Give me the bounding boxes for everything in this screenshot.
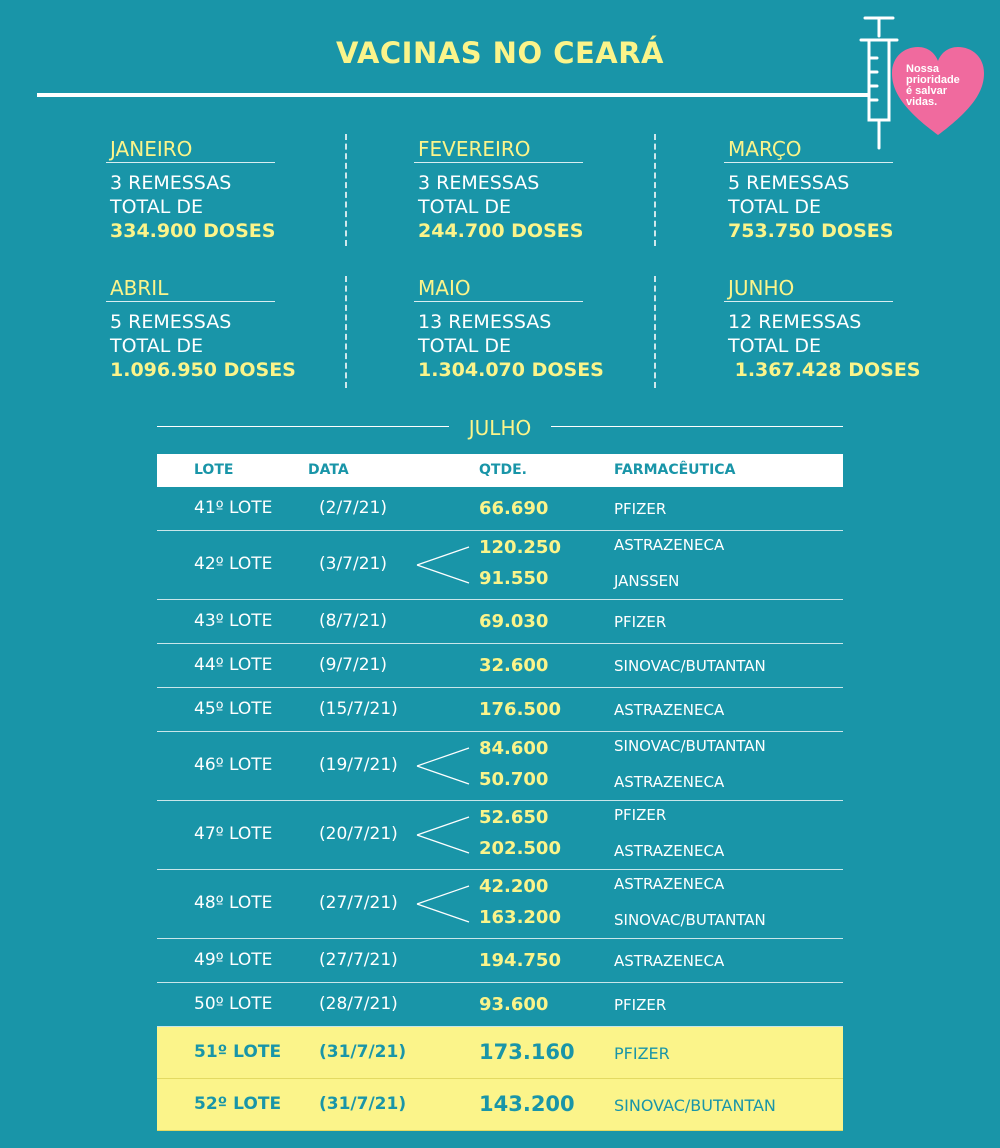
manufacturer-cell: SINOVAC/BUTANTAN <box>614 1095 776 1115</box>
lote-cell: 47º LOTE <box>194 824 273 844</box>
month-shipments: 3 REMESSAS <box>110 172 232 194</box>
lote-cell: 45º LOTE <box>194 698 273 719</box>
table-row <box>157 487 843 531</box>
quantity-cell: 173.160 <box>479 1039 575 1064</box>
month-doses: 334.900 DOSES <box>110 220 276 242</box>
month-block-marco <box>724 136 964 243</box>
quantity-cell: 202.500 <box>479 838 561 859</box>
month-doses: 753.750 DOSES <box>728 220 894 242</box>
quantity-cell: 42.200 <box>479 876 549 897</box>
lote-cell: 46º LOTE <box>194 755 273 775</box>
column-divider <box>654 276 656 388</box>
quantity-cell: 194.750 <box>479 949 561 971</box>
manufacturer-cell: PFIZER <box>614 806 667 824</box>
month-shipments: 13 REMESSAS <box>418 311 552 333</box>
date-cell: (31/7/21) <box>319 1041 407 1062</box>
lote-cell: 50º LOTE <box>194 993 273 1014</box>
table-row <box>157 983 843 1027</box>
month-name: MAIO <box>414 275 583 302</box>
table-row <box>157 870 843 939</box>
bracket-icon <box>415 531 471 599</box>
month-block-maio <box>414 275 654 382</box>
lote-cell: 51º LOTE <box>194 1041 282 1062</box>
date-cell: (31/7/21) <box>319 1093 407 1114</box>
month-block-abril <box>106 275 346 382</box>
quantity-cell: 143.200 <box>479 1091 575 1116</box>
date-cell: (9/7/21) <box>319 654 387 675</box>
page-title: VACINAS NO CEARÁ <box>335 36 665 70</box>
manufacturer-cell: PFIZER <box>614 995 667 1014</box>
quantity-cell: 120.250 <box>479 537 561 558</box>
month-name: MARÇO <box>724 136 893 163</box>
table-row <box>157 688 843 732</box>
month-total-label: TOTAL DE <box>728 335 821 357</box>
month-total-label: TOTAL DE <box>110 335 203 357</box>
quantity-cell: 50.700 <box>479 769 549 790</box>
quantity-cell: 176.500 <box>479 698 561 720</box>
column-header-lote: LOTE <box>194 462 234 478</box>
heart-badge-text <box>906 64 966 108</box>
date-cell: (15/7/21) <box>319 698 398 719</box>
column-header-data: DATA <box>308 462 349 478</box>
julho-rule-left <box>157 426 449 427</box>
column-header-qtde: QTDE. <box>479 462 527 478</box>
badge-line: vidas. <box>906 96 938 108</box>
manufacturer-cell: ASTRAZENECA <box>614 773 725 791</box>
column-header-farmaceutica: FARMACÊUTICA <box>614 462 736 478</box>
month-block-junho <box>724 275 964 382</box>
manufacturer-cell: SINOVAC/BUTANTAN <box>614 737 766 755</box>
quantity-cell: 163.200 <box>479 907 561 928</box>
quantity-cell: 32.600 <box>479 654 549 676</box>
julho-rule-right <box>551 426 843 427</box>
month-doses: 1.367.428 DOSES <box>728 359 921 381</box>
quantity-cell: 93.600 <box>479 993 549 1015</box>
column-divider <box>345 276 347 388</box>
badge-line: é salvar <box>906 85 947 97</box>
month-name: ABRIL <box>106 275 275 302</box>
bracket-icon <box>415 801 471 869</box>
lote-cell: 44º LOTE <box>194 654 273 675</box>
month-doses: 1.096.950 DOSES <box>110 359 296 381</box>
manufacturer-cell: ASTRAZENECA <box>614 700 725 719</box>
month-total-label: TOTAL DE <box>728 196 821 218</box>
table-row <box>157 732 843 801</box>
bracket-icon <box>415 870 471 938</box>
column-divider <box>345 134 347 246</box>
date-cell: (8/7/21) <box>319 610 387 631</box>
lote-cell: 42º LOTE <box>194 554 273 574</box>
month-block-janeiro <box>106 136 346 243</box>
title-divider <box>37 93 877 97</box>
table-row <box>157 939 843 983</box>
date-cell: (20/7/21) <box>319 824 398 844</box>
month-doses: 1.304.070 DOSES <box>418 359 604 381</box>
manufacturer-cell: PFIZER <box>614 1043 670 1063</box>
date-cell: (19/7/21) <box>319 755 398 775</box>
manufacturer-cell: ASTRAZENECA <box>614 875 725 893</box>
month-name: FEVEREIRO <box>414 136 583 163</box>
badge-line: Nossa <box>906 63 940 75</box>
lote-table <box>157 487 843 1131</box>
julho-label: JULHO <box>468 416 532 440</box>
month-doses: 244.700 DOSES <box>418 220 584 242</box>
quantity-cell: 52.650 <box>479 807 549 828</box>
month-shipments: 5 REMESSAS <box>728 172 850 194</box>
lote-cell: 49º LOTE <box>194 949 273 970</box>
date-cell: (28/7/21) <box>319 993 398 1014</box>
table-header <box>157 454 843 487</box>
table-row <box>157 600 843 644</box>
lote-cell: 52º LOTE <box>194 1093 282 1114</box>
badge-line: prioridade <box>906 74 960 86</box>
manufacturer-cell: PFIZER <box>614 499 667 518</box>
quantity-cell: 91.550 <box>479 568 549 589</box>
manufacturer-cell: ASTRAZENECA <box>614 842 725 860</box>
date-cell: (27/7/21) <box>319 893 398 913</box>
manufacturer-cell: ASTRAZENECA <box>614 951 725 970</box>
month-shipments: 5 REMESSAS <box>110 311 232 333</box>
lote-cell: 43º LOTE <box>194 610 273 631</box>
quantity-cell: 69.030 <box>479 610 549 632</box>
month-name: JUNHO <box>724 275 893 302</box>
lote-cell: 48º LOTE <box>194 893 273 913</box>
month-shipments: 12 REMESSAS <box>728 311 862 333</box>
month-block-fevereiro <box>414 136 654 243</box>
month-total-label: TOTAL DE <box>418 335 511 357</box>
manufacturer-cell: SINOVAC/BUTANTAN <box>614 911 766 929</box>
manufacturer-cell: JANSSEN <box>614 572 680 590</box>
month-total-label: TOTAL DE <box>418 196 511 218</box>
lote-cell: 41º LOTE <box>194 497 273 518</box>
quantity-cell: 66.690 <box>479 497 549 519</box>
table-row <box>157 644 843 688</box>
manufacturer-cell: PFIZER <box>614 612 667 631</box>
date-cell: (3/7/21) <box>319 554 387 574</box>
column-divider <box>654 134 656 246</box>
date-cell: (27/7/21) <box>319 949 398 970</box>
month-total-label: TOTAL DE <box>110 196 203 218</box>
bracket-icon <box>415 732 471 800</box>
quantity-cell: 84.600 <box>479 738 549 759</box>
month-name: JANEIRO <box>106 136 275 163</box>
table-row <box>157 801 843 870</box>
table-row <box>157 1079 843 1131</box>
date-cell: (2/7/21) <box>319 497 387 518</box>
month-shipments: 3 REMESSAS <box>418 172 540 194</box>
manufacturer-cell: SINOVAC/BUTANTAN <box>614 656 766 675</box>
table-row <box>157 1027 843 1079</box>
manufacturer-cell: ASTRAZENECA <box>614 536 725 554</box>
table-row <box>157 531 843 600</box>
